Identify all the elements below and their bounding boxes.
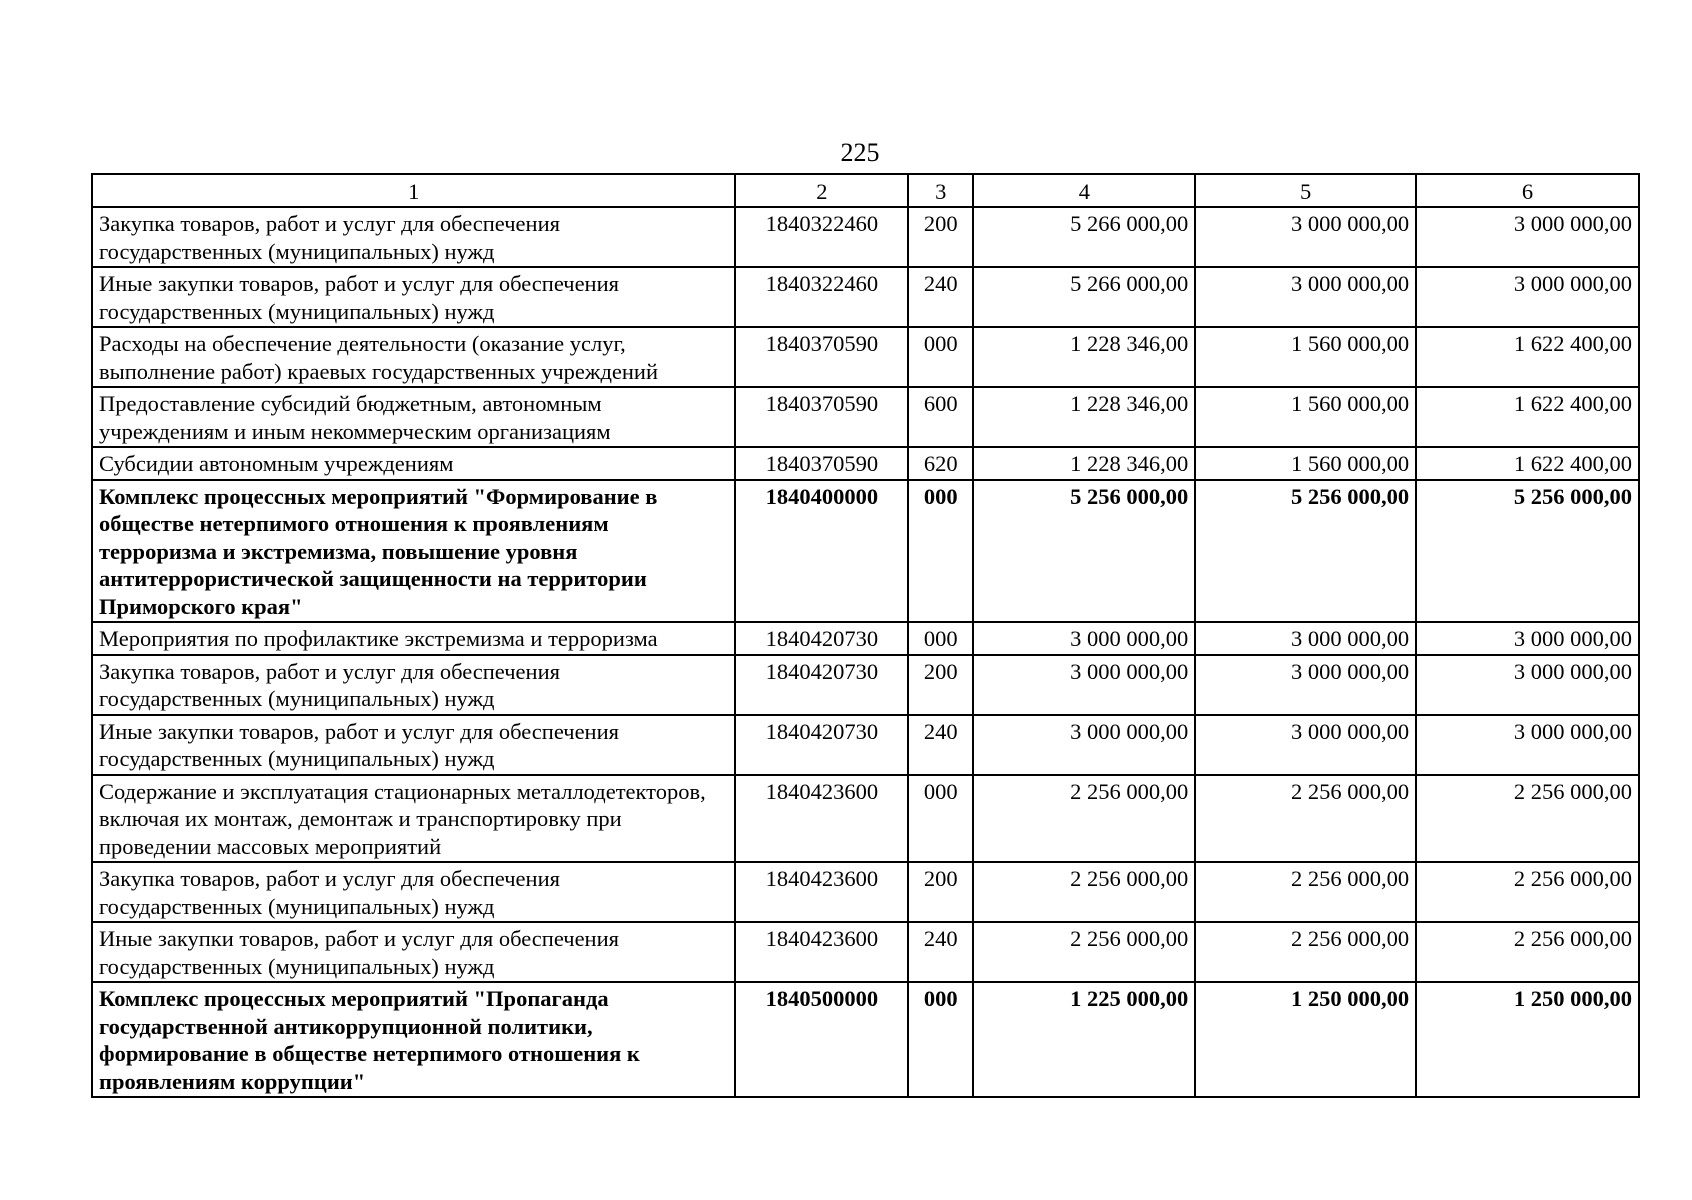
row-name-cell: Закупка товаров, работ и услуг для обеспечения государственных (муниципальных) нужд bbox=[92, 655, 735, 715]
row-value-col4: 1 225 000,00 bbox=[973, 982, 1195, 1097]
row-name-cell: Закупка товаров, работ и услуг для обеспечения государственных (муниципальных) нужд bbox=[92, 207, 735, 267]
row-value-col5: 2 256 000,00 bbox=[1195, 775, 1416, 863]
row-code-cell: 1840420730 bbox=[735, 715, 908, 775]
row-name-cell: Мероприятия по профилактике экстремизма и терроризма bbox=[92, 622, 735, 655]
row-code-cell: 1840322460 bbox=[735, 207, 908, 267]
row-type-cell: 620 bbox=[908, 447, 973, 480]
row-value-col5: 3 000 000,00 bbox=[1195, 622, 1416, 655]
row-value-col6: 1 622 400,00 bbox=[1416, 327, 1639, 387]
row-value-col6: 1 622 400,00 bbox=[1416, 447, 1639, 480]
row-type-cell: 240 bbox=[908, 267, 973, 327]
row-value-col4: 5 266 000,00 bbox=[973, 207, 1195, 267]
row-type-cell: 240 bbox=[908, 922, 973, 982]
table-row bbox=[92, 622, 1639, 655]
row-name-cell: Закупка товаров, работ и услуг для обеспечения государственных (муниципальных) нужд bbox=[92, 862, 735, 922]
table-row bbox=[92, 715, 1639, 775]
row-code-cell: 1840423600 bbox=[735, 922, 908, 982]
table-row bbox=[92, 922, 1639, 982]
row-type-cell: 000 bbox=[908, 775, 973, 863]
column-header: 3 bbox=[908, 174, 973, 207]
row-value-col4: 1 228 346,00 bbox=[973, 387, 1195, 447]
row-value-col4: 3 000 000,00 bbox=[973, 655, 1195, 715]
table-row bbox=[92, 655, 1639, 715]
row-value-col5: 2 256 000,00 bbox=[1195, 922, 1416, 982]
page-number: 225 bbox=[840, 138, 880, 167]
row-value-col6: 1 250 000,00 bbox=[1416, 982, 1639, 1097]
row-value-col5: 2 256 000,00 bbox=[1195, 862, 1416, 922]
row-value-col4: 2 256 000,00 bbox=[973, 922, 1195, 982]
row-value-col4: 2 256 000,00 bbox=[973, 862, 1195, 922]
row-value-col5: 1 560 000,00 bbox=[1195, 387, 1416, 447]
row-code-cell: 1840370590 bbox=[735, 387, 908, 447]
table-row bbox=[92, 207, 1639, 267]
row-type-cell: 600 bbox=[908, 387, 973, 447]
row-type-cell: 200 bbox=[908, 207, 973, 267]
row-type-cell: 240 bbox=[908, 715, 973, 775]
row-value-col6: 2 256 000,00 bbox=[1416, 775, 1639, 863]
column-header: 1 bbox=[92, 174, 735, 207]
row-value-col4: 1 228 346,00 bbox=[973, 327, 1195, 387]
row-type-cell: 000 bbox=[908, 327, 973, 387]
row-value-col4: 5 266 000,00 bbox=[973, 267, 1195, 327]
row-value-col4: 3 000 000,00 bbox=[973, 715, 1195, 775]
row-code-cell: 1840420730 bbox=[735, 655, 908, 715]
column-header: 2 bbox=[735, 174, 908, 207]
row-value-col4: 5 256 000,00 bbox=[973, 480, 1195, 623]
row-name-cell: Содержание и эксплуатация стационарных металлодетекторов, включая их монтаж, демонтаж и транспортировку при проведении массовых мероприятий bbox=[92, 775, 735, 863]
table-row bbox=[92, 775, 1639, 863]
row-value-col5: 3 000 000,00 bbox=[1195, 655, 1416, 715]
budget-table bbox=[91, 173, 1640, 1098]
table-row bbox=[92, 862, 1639, 922]
row-value-col6: 3 000 000,00 bbox=[1416, 622, 1639, 655]
row-type-cell: 000 bbox=[908, 480, 973, 623]
column-header: 4 bbox=[973, 174, 1195, 207]
row-name-cell: Иные закупки товаров, работ и услуг для обеспечения государственных (муниципальных) нужд bbox=[92, 715, 735, 775]
row-code-cell: 1840423600 bbox=[735, 775, 908, 863]
table-row bbox=[92, 267, 1639, 327]
table-row bbox=[92, 982, 1639, 1097]
row-code-cell: 1840322460 bbox=[735, 267, 908, 327]
row-value-col5: 1 560 000,00 bbox=[1195, 327, 1416, 387]
row-value-col6: 3 000 000,00 bbox=[1416, 715, 1639, 775]
table-row bbox=[92, 387, 1639, 447]
row-type-cell: 200 bbox=[908, 862, 973, 922]
row-value-col6: 2 256 000,00 bbox=[1416, 862, 1639, 922]
table-row bbox=[92, 447, 1639, 480]
row-name-cell: Расходы на обеспечение деятельности (оказание услуг, выполнение работ) краевых государственных учреждений bbox=[92, 327, 735, 387]
row-value-col4: 1 228 346,00 bbox=[973, 447, 1195, 480]
row-value-col4: 3 000 000,00 bbox=[973, 622, 1195, 655]
row-code-cell: 1840423600 bbox=[735, 862, 908, 922]
row-name-cell: Предоставление субсидий бюджетным, автономным учреждениям и иным некоммерческим организациям bbox=[92, 387, 735, 447]
column-header: 6 bbox=[1416, 174, 1639, 207]
row-value-col6: 3 000 000,00 bbox=[1416, 267, 1639, 327]
row-name-cell: Субсидии автономным учреждениям bbox=[92, 447, 735, 480]
row-value-col5: 3 000 000,00 bbox=[1195, 715, 1416, 775]
row-value-col5: 1 250 000,00 bbox=[1195, 982, 1416, 1097]
row-value-col5: 3 000 000,00 bbox=[1195, 207, 1416, 267]
table-row bbox=[92, 480, 1639, 623]
row-value-col4: 2 256 000,00 bbox=[973, 775, 1195, 863]
row-value-col6: 3 000 000,00 bbox=[1416, 207, 1639, 267]
row-value-col5: 5 256 000,00 bbox=[1195, 480, 1416, 623]
row-name-cell: Комплекс процессных мероприятий "Пропаганда государственной антикоррупционной политики, формирование в обществе нетерпимого отношения к проявлениям коррупции" bbox=[92, 982, 735, 1097]
row-code-cell: 1840400000 bbox=[735, 480, 908, 623]
row-type-cell: 000 bbox=[908, 982, 973, 1097]
column-header: 5 bbox=[1195, 174, 1416, 207]
row-name-cell: Комплекс процессных мероприятий "Формирование в обществе нетерпимого отношения к проявлениям терроризма и экстремизма, повышение уровня антитеррористической защищенности на территории Приморского края" bbox=[92, 480, 735, 623]
row-value-col6: 5 256 000,00 bbox=[1416, 480, 1639, 623]
row-value-col6: 2 256 000,00 bbox=[1416, 922, 1639, 982]
row-value-col6: 1 622 400,00 bbox=[1416, 387, 1639, 447]
row-name-cell: Иные закупки товаров, работ и услуг для обеспечения государственных (муниципальных) нужд bbox=[92, 267, 735, 327]
row-value-col5: 3 000 000,00 bbox=[1195, 267, 1416, 327]
row-type-cell: 200 bbox=[908, 655, 973, 715]
header-row bbox=[92, 174, 1639, 207]
table-row bbox=[92, 327, 1639, 387]
row-name-cell: Иные закупки товаров, работ и услуг для обеспечения государственных (муниципальных) нужд bbox=[92, 922, 735, 982]
row-code-cell: 1840370590 bbox=[735, 447, 908, 480]
row-code-cell: 1840420730 bbox=[735, 622, 908, 655]
row-code-cell: 1840370590 bbox=[735, 327, 908, 387]
row-type-cell: 000 bbox=[908, 622, 973, 655]
row-code-cell: 1840500000 bbox=[735, 982, 908, 1097]
row-value-col6: 3 000 000,00 bbox=[1416, 655, 1639, 715]
row-value-col5: 1 560 000,00 bbox=[1195, 447, 1416, 480]
